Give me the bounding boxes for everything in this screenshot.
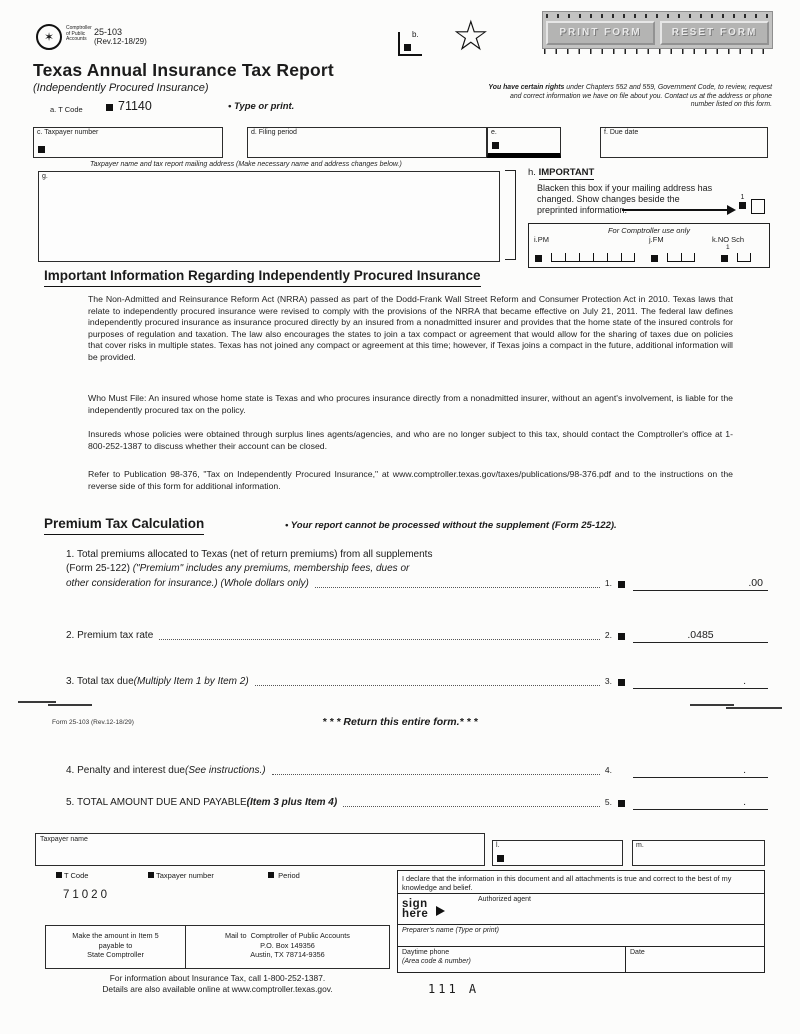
taxpayer-name-label: Taxpayer name — [40, 836, 88, 843]
field-g-label: g. — [42, 173, 48, 180]
dotted-leader — [315, 587, 600, 588]
field-e[interactable] — [487, 127, 561, 158]
item3-label: 3. Total tax due — [66, 676, 134, 687]
page-title: Texas Annual Insurance Tax Report — [33, 60, 334, 80]
field-a-label: a. T Code — [50, 105, 83, 114]
print-form-button[interactable]: PRINT FORM — [546, 21, 655, 45]
field-h-prefix: h. — [528, 167, 536, 178]
daytime-phone-field[interactable] — [398, 947, 626, 972]
daytime-phone-label: Daytime phone — [402, 949, 450, 956]
ruler-dots — [544, 49, 772, 54]
info-paragraph-3: Insureds whose policies were obtained through surplus lines agents/agencies, and who are no longer subject to this tax, should contact the Comptroller's office at 1-800-252-1387 to discuss whether their account can be closed. — [88, 429, 733, 451]
mail-address-line2: P.O. Box 149356 — [260, 940, 315, 950]
item2-label: 2. Premium tax rate — [66, 630, 154, 641]
item1-line3: other consideration for insurance.) (Whole dollars only) — [66, 578, 309, 589]
flag-one-value: 1 — [740, 194, 745, 201]
field-k-label: k.NO Sch — [712, 235, 745, 244]
t-code-value-bottom: 71020 — [63, 889, 110, 901]
declaration-text: I declare that the information in this document and all attachments is true and correct to the best of my knowledge and belief. — [398, 871, 764, 894]
taxpayer-number-label-bottom: Taxpayer number — [155, 871, 214, 880]
field-marker — [618, 581, 625, 588]
pm-comb-field — [551, 253, 635, 262]
payable-note — [46, 926, 186, 968]
info-paragraph-4: Refer to Publication 98-376, "Tax on Independently Procured Insurance," at www.comptroller.texas.gov/taxes/publications/98-376.pdf and to the instructions on the reverse side of this form for additional information. — [88, 469, 733, 491]
payable-line1: Make the amount in Item 5 — [72, 931, 159, 940]
cut-mark — [726, 707, 782, 709]
dotted-leader — [343, 806, 600, 807]
field-marker — [56, 872, 62, 878]
item4-label-italic: (See instructions.) — [184, 765, 266, 776]
rights-notice-bold: You have certain rights — [488, 84, 565, 91]
payment-instruction-box — [45, 925, 390, 969]
line-item-5 — [66, 795, 768, 810]
authorized-agent-label: Authorized agent — [478, 896, 531, 903]
period-label: Period — [278, 871, 300, 880]
due-date-label: f. Due date — [604, 129, 639, 136]
important-text: Blacken this box if your mailing address has changed. Show changes beside the preprinted information. — [537, 183, 713, 215]
texas-star-icon: ☆ — [452, 12, 490, 59]
taxpayer-number-label: c. Taxpayer number — [37, 129, 99, 136]
date-field[interactable] — [626, 947, 764, 972]
comptroller-use-title: For Comptroller use only — [607, 226, 691, 235]
item1-line2a: (Form 25-122) — [66, 563, 133, 574]
address-region-bracket — [506, 170, 516, 260]
form-number: 25-103 — [94, 27, 123, 37]
address-changed-checkbox[interactable] — [751, 199, 765, 214]
preparer-name-label: Preparer's name (Type or print) — [402, 927, 499, 934]
field-marker — [497, 855, 504, 862]
field-marker — [148, 872, 154, 878]
comptroller-seal-icon: ✶ — [36, 24, 62, 50]
item1-line2b: ("Premium" includes any premiums, membership fees, dues or — [132, 563, 410, 574]
fm-comb-field — [667, 253, 695, 262]
reset-form-button[interactable]: RESET FORM — [660, 21, 769, 45]
field-e-label: e. — [491, 129, 497, 136]
item5-label-italic: (Item 3 plus Item 4) — [246, 797, 338, 808]
agency-name: Comptroller of Public Accounts — [66, 25, 92, 42]
cut-mark — [690, 704, 734, 706]
item4-amount-field[interactable]: . — [633, 763, 768, 778]
line-item-1 — [66, 548, 768, 591]
cut-mark — [48, 704, 92, 706]
calc-section-heading: Premium Tax Calculation — [44, 516, 204, 535]
field-i-label: i.PM — [534, 235, 549, 244]
signature-row[interactable] — [398, 894, 764, 925]
field-l[interactable] — [492, 840, 623, 866]
rights-notice-rest: under Chapters 552 and 559, Government Code, to review, request and correct information we have on file about you. Contact us at the address or phone number listed on this form. — [509, 84, 772, 109]
field-k-flag: 1 — [726, 244, 730, 251]
field-marker — [535, 255, 542, 262]
field-marker — [618, 679, 625, 686]
field-marker — [492, 142, 499, 149]
rights-notice — [488, 84, 772, 110]
field-marker — [651, 255, 658, 262]
item3-amount-field[interactable]: . — [633, 674, 768, 689]
contact-info-line2: Details are also available online at www.comptroller.texas.gov. — [102, 983, 333, 994]
item3-label-italic: (Multiply Item 1 by Item 2) — [133, 676, 249, 687]
return-form-note: * * * Return this entire form.* * * — [322, 716, 478, 728]
info-section-heading: Important Information Regarding Independently Procured Insurance — [44, 268, 481, 287]
sch-comb-field — [737, 253, 751, 262]
flag-one — [739, 194, 746, 212]
mail-address-line1: Comptroller of Public Accounts — [250, 931, 350, 940]
phone-date-row — [398, 947, 764, 972]
comptroller-use-box — [528, 223, 770, 268]
info-paragraph-1: The Non-Admitted and Reinsurance Reform Act (NRRA) passed as part of the Dodd-Frank Wall Street Reform and Consumer Protection Act in 2010. Texas laws that relate to independently procured insurance were revised to comply with the provisions of the NRRA that became effective on July 21, 2011. The federal law defines independently procured insurance as insurance procured directly by an insured from a nonadmitted insurer and provides that the home state of the insured controls for purposes of regulation and taxation. The law also encourages the states to join a tax compact or agreement that would allow for the sharing of taxes due on policies that cover risks in multiple states. Texas has not joined any compact or agreement at this time; however, if Texas joins a compact in the future, additional information will be provided. — [88, 294, 733, 362]
taxpayer-name-field[interactable] — [35, 833, 485, 866]
ruler-ticks — [546, 14, 769, 18]
contact-info — [45, 973, 390, 994]
item4-label: 4. Penalty and interest due — [66, 765, 185, 776]
sign-here-label: sign here — [402, 898, 429, 920]
important-heading — [528, 167, 594, 178]
field-marker — [268, 872, 274, 878]
field-marker — [618, 800, 625, 807]
item1-line2 — [66, 562, 768, 576]
item2-ref: 2. — [604, 630, 612, 640]
line-item-3 — [66, 674, 768, 689]
mailing-address-field[interactable] — [38, 171, 500, 262]
due-date-field[interactable] — [600, 127, 768, 158]
item5-amount-field[interactable]: . — [633, 795, 768, 810]
t-code-label: T Code — [63, 871, 89, 880]
item1-amount-field[interactable]: .00 — [633, 576, 768, 591]
taxpayer-number-field[interactable] — [33, 127, 223, 158]
field-marker — [106, 104, 113, 111]
field-marker — [721, 255, 728, 262]
mail-to-note — [186, 926, 389, 968]
item1-line1: 1. Total premiums allocated to Texas (net of return premiums) from all supplements — [66, 549, 433, 560]
period-marker-label — [268, 871, 300, 880]
arrow-head-icon — [727, 205, 736, 215]
filing-period-field[interactable] — [247, 127, 487, 158]
sign-here-arrow-icon — [436, 906, 445, 916]
item4-ref: 4. — [604, 765, 612, 775]
t-code-value: 71140 — [118, 99, 152, 113]
field-m-label: m. — [636, 842, 644, 849]
type-or-print-note: • Type or print. — [228, 101, 295, 112]
page-subtitle: (Independently Procured Insurance) — [33, 82, 209, 94]
line-item-2 — [66, 628, 768, 643]
field-marker — [739, 202, 746, 209]
item5-label: 5. TOTAL AMOUNT DUE AND PAYABLE — [66, 797, 247, 808]
contact-info-line1: For information about Insurance Tax, call 1-800-252-1387. — [109, 973, 326, 983]
payable-line3: State Comptroller — [87, 950, 144, 959]
field-l-label: l. — [496, 842, 500, 849]
dotted-leader — [255, 685, 600, 686]
important-title: IMPORTANT — [538, 167, 595, 178]
button-ruler-strip — [542, 11, 773, 49]
info-paragraph-2: Who Must File: An insured whose home state is Texas and who procures insurance directly from a nonadmitted insurer, without an agent's involvement, is liable for the independently procured tax on the policy. — [88, 393, 733, 415]
area-code-label: (Area code & number) — [402, 958, 471, 965]
item3-ref: 3. — [604, 676, 612, 686]
item1-ref: 1. — [604, 578, 612, 588]
supplement-note: • Your report cannot be processed without the supplement (Form 25-122). — [285, 520, 617, 531]
form-revision: (Rev.12-18/29) — [94, 37, 147, 46]
field-marker — [404, 44, 411, 51]
field-b-label: b. — [412, 30, 419, 39]
field-j-label: j.FM — [649, 235, 664, 244]
t-code-marker-label — [56, 871, 88, 880]
cut-mark — [18, 701, 56, 703]
field-m[interactable] — [632, 840, 765, 866]
mail-to-label: Mail to — [225, 931, 247, 940]
date-label: Date — [630, 949, 645, 956]
arrow-line — [622, 209, 728, 211]
declaration-box — [397, 870, 765, 973]
dotted-leader — [159, 639, 600, 640]
taxpayer-number-marker-label — [148, 871, 214, 880]
payable-line2: payable to — [98, 940, 133, 950]
page-code: 111 A — [428, 982, 480, 996]
form-reference: Form 25-103 (Rev.12-18/29) — [52, 719, 134, 726]
address-instruction: Taxpayer name and tax report mailing address (Make necessary name and address changes below.) — [90, 161, 402, 168]
filing-period-label: d. Filing period — [251, 129, 297, 136]
line-item-4 — [66, 763, 768, 778]
field-marker — [618, 633, 625, 640]
dotted-leader — [272, 774, 600, 775]
item5-ref: 5. — [604, 797, 612, 807]
mail-address-line3: Austin, TX 78714-9356 — [250, 950, 325, 959]
preparer-name-field[interactable] — [398, 925, 764, 947]
field-marker — [38, 146, 45, 153]
item2-rate-field[interactable]: .0485 — [633, 628, 768, 643]
